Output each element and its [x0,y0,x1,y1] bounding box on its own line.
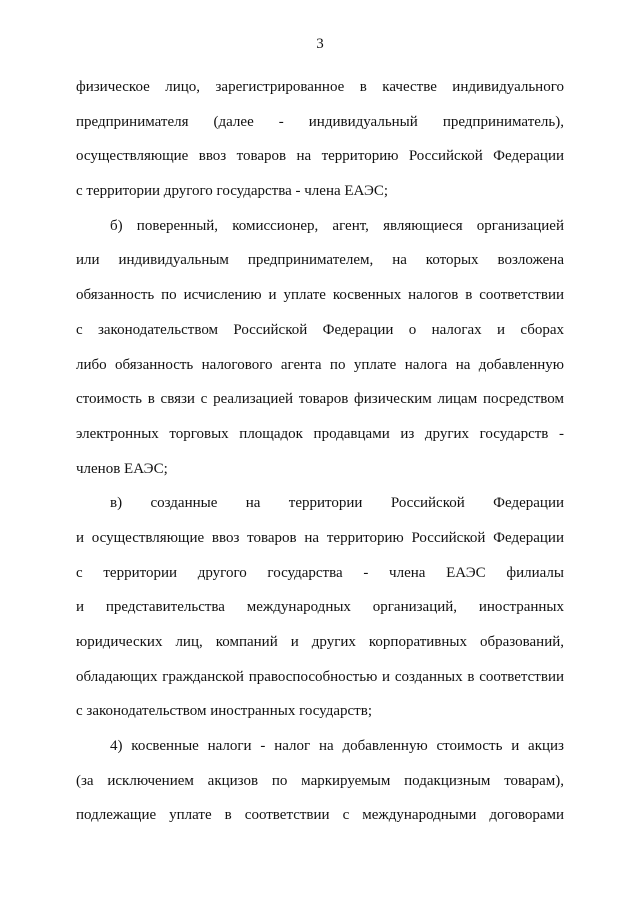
text-line: и представительства международных организаций, иностранных [76,599,564,616]
text-line: с территории другого государства - члена ЕАЭС; [76,183,389,200]
text-line: физическое лицо, зарегистрированное в качестве индивидуального [76,79,564,95]
text-line: или индивидуальным предпринимателем, на которых возложена [76,252,564,269]
text-line: б) поверенный, комиссионер, агент, являющиеся организацией [110,217,564,234]
text-line: 4) косвенные налоги - налог на добавленную стоимость и акциз [110,738,564,755]
text-line: с территории другого государства - члена ЕАЭС филиалы [76,564,564,581]
text-line: стоимость в связи с реализацией товаров физическим лицам посредством [76,391,564,408]
text-line: осуществляющие ввоз товаров на территорию Российской Федерации [76,148,564,165]
text-line: обладающих гражданской правоспособностью и созданных в соответствии [76,668,564,685]
text-line: обязанность по исчислению и уплате косвенных налогов в соответствии [76,287,564,304]
text-line: и осуществляющие ввоз товаров на территорию Российской Федерации [76,529,564,546]
text-line: с законодательством иностранных государств; [76,703,372,720]
body-text [76,70,564,833]
text-line: в) созданные на территории Российской Федерации [110,495,564,512]
text-line: подлежащие уплате в соответствии с международными договорами [76,807,564,824]
text-line: предпринимателя (далее - индивидуальный предприниматель), [76,113,564,130]
text-line: электронных торговых площадок продавцами из других государств - [76,425,564,442]
page-number: 3 [316,36,324,52]
text-line: юридических лиц, компаний и других корпоративных образований, [76,634,564,650]
text-line: членов ЕАЭС; [76,460,168,477]
text-line: с законодательством Российской Федерации о налогах и сборах [76,321,564,338]
text-line: (за исключением акцизов по маркируемым подакцизным товарам), [76,772,564,789]
text-line: либо обязанность налогового агента по уплате налога на добавленную [76,356,564,373]
